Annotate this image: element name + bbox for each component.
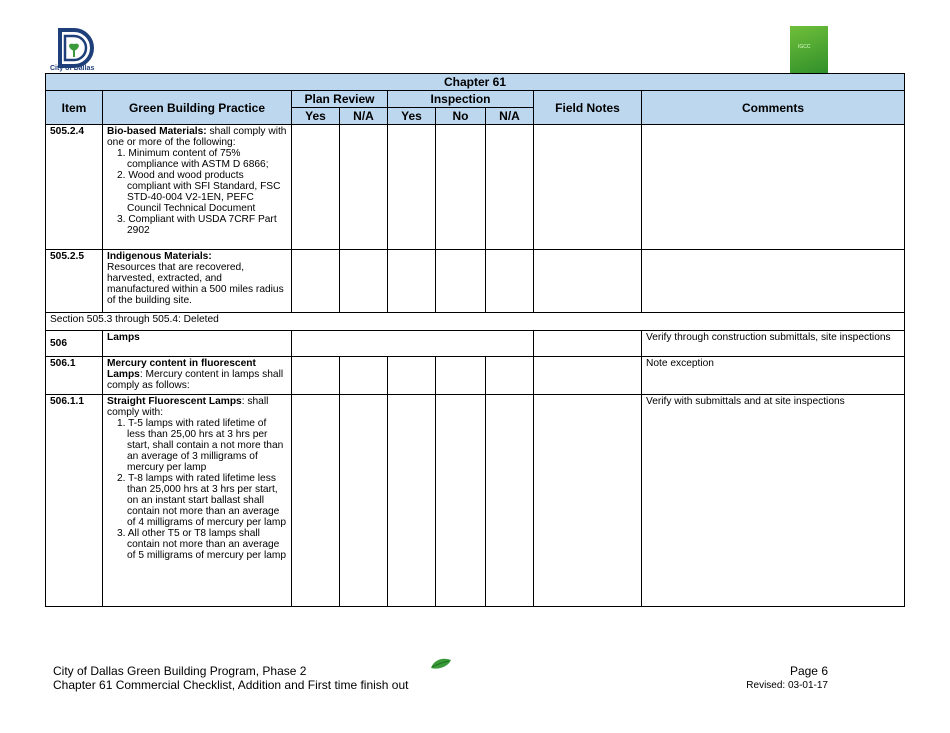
practice-title: Indigenous Materials:	[107, 251, 212, 262]
col-inspection: Inspection	[388, 91, 534, 108]
practice-list	[107, 418, 287, 561]
col-practice: Green Building Practice	[103, 91, 292, 125]
page-number: Page 6	[789, 664, 828, 678]
insp-yes-cell[interactable]	[388, 250, 436, 313]
checklist-table	[45, 73, 905, 607]
field-notes-cell[interactable]	[534, 395, 642, 607]
plan-na-cell[interactable]	[340, 395, 388, 607]
lamps-merged-cell	[292, 331, 534, 357]
insp-no-cell[interactable]	[436, 357, 486, 395]
list-item: 3. Compliant with USDA 7CRF Part 2902	[117, 214, 277, 236]
insp-yes-cell[interactable]	[388, 357, 436, 395]
col-insp-na: N/A	[486, 108, 534, 125]
plan-yes-cell[interactable]	[292, 125, 340, 250]
insp-yes-cell[interactable]	[388, 395, 436, 607]
column-header-row	[46, 91, 905, 108]
item-number: 506.1.1	[46, 395, 103, 607]
footer-line-1: City of Dallas Green Building Program, Phase 2	[53, 664, 307, 678]
comments-cell	[642, 125, 905, 250]
col-plan-review: Plan Review	[292, 91, 388, 108]
practice-cell	[103, 250, 292, 313]
insp-no-cell[interactable]	[436, 395, 486, 607]
item-number: 505.2.4	[46, 125, 103, 250]
insp-no-cell[interactable]	[436, 125, 486, 250]
practice-cell	[103, 357, 292, 395]
igcc-logo	[790, 26, 828, 74]
list-item: 1. T-5 lamps with rated lifetime of less than 25,00 hrs at 3 hrs per start, shall contain a not more than an average of 3 milligrams of mercury per lamp	[117, 418, 284, 473]
table-row	[46, 331, 905, 357]
comments-cell: Note exception	[642, 357, 905, 395]
chapter-title: Chapter 61	[46, 74, 905, 91]
field-notes-cell[interactable]	[534, 125, 642, 250]
plan-yes-cell[interactable]	[292, 395, 340, 607]
item-number: 506.1	[46, 357, 103, 395]
col-plan-yes: Yes	[292, 108, 340, 125]
comments-cell: Verify through construction submittals, site inspections	[642, 331, 905, 357]
col-item: Item	[46, 91, 103, 125]
city-of-dallas-logo	[52, 26, 98, 70]
insp-na-cell[interactable]	[486, 357, 534, 395]
field-notes-cell[interactable]	[534, 357, 642, 395]
revised-date: Revised: 03-01-17	[746, 680, 828, 691]
insp-na-cell[interactable]	[486, 250, 534, 313]
plan-yes-cell[interactable]	[292, 357, 340, 395]
section-note: Section 505.3 through 505.4: Deleted	[46, 313, 905, 331]
list-item: 2. T-8 lamps with rated lifetime less than 25,000 hrs at 3 hrs per start, on an instant start ballast shall contain not more than an average of 4 milligrams of mercury per lamp	[117, 473, 287, 528]
practice-cell	[103, 125, 292, 250]
table-row	[46, 125, 905, 250]
field-notes-cell[interactable]	[534, 331, 642, 357]
insp-na-cell[interactable]	[486, 125, 534, 250]
table-row	[46, 357, 905, 395]
igcc-logo-caption: IGCC	[798, 44, 811, 50]
section-note-row	[46, 313, 905, 331]
table-row	[46, 250, 905, 313]
leaf-icon	[430, 657, 452, 670]
comments-cell	[642, 250, 905, 313]
col-insp-no: No	[436, 108, 486, 125]
col-insp-yes: Yes	[388, 108, 436, 125]
footer-line-2: Chapter 61 Commercial Checklist, Addition and First time finish out	[53, 678, 409, 692]
plan-na-cell[interactable]	[340, 125, 388, 250]
list-item: 2. Wood and wood products compliant with SFI Standard, FSC STD-40-004 V2-1EN, PEFC Council Technical Document	[117, 170, 281, 214]
practice-list	[107, 148, 287, 236]
table-row	[46, 395, 905, 607]
insp-no-cell[interactable]	[436, 250, 486, 313]
practice-title: Bio-based Materials:	[107, 126, 207, 137]
col-comments: Comments	[642, 91, 905, 125]
item-number: 506	[46, 331, 103, 357]
chapter-header-row	[46, 74, 905, 91]
plan-yes-cell[interactable]	[292, 250, 340, 313]
item-number: 505.2.5	[46, 250, 103, 313]
comments-cell: Verify with submittals and at site inspections	[642, 395, 905, 607]
col-field-notes: Field Notes	[534, 91, 642, 125]
plan-na-cell[interactable]	[340, 250, 388, 313]
practice-title: Mercury content in fluorescent Lamps	[107, 358, 256, 380]
list-item: 1. Minimum content of 75% compliance with ASTM D 6866;	[117, 148, 269, 170]
plan-na-cell[interactable]	[340, 357, 388, 395]
practice-desc: : Mercury content in lamps shall comply as follows:	[107, 369, 284, 391]
practice-title: Lamps	[103, 331, 292, 357]
list-item: 3. All other T5 or T8 lamps shall contain not more than an average of 5 milligrams of mercury per lamp	[117, 528, 287, 561]
practice-desc: : shall comply with:	[107, 396, 269, 418]
practice-cell	[103, 395, 292, 607]
practice-desc: shall comply with one or more of the following:	[107, 126, 287, 148]
insp-na-cell[interactable]	[486, 395, 534, 607]
city-logo-caption: City of Dallas	[50, 65, 95, 72]
practice-desc: Resources that are recovered, harvested, extracted, and manufactured within a 500 miles radius of the building site.	[107, 262, 284, 306]
practice-title: Straight Fluorescent Lamps	[107, 396, 242, 407]
col-plan-na: N/A	[340, 108, 388, 125]
field-notes-cell[interactable]	[534, 250, 642, 313]
insp-yes-cell[interactable]	[388, 125, 436, 250]
